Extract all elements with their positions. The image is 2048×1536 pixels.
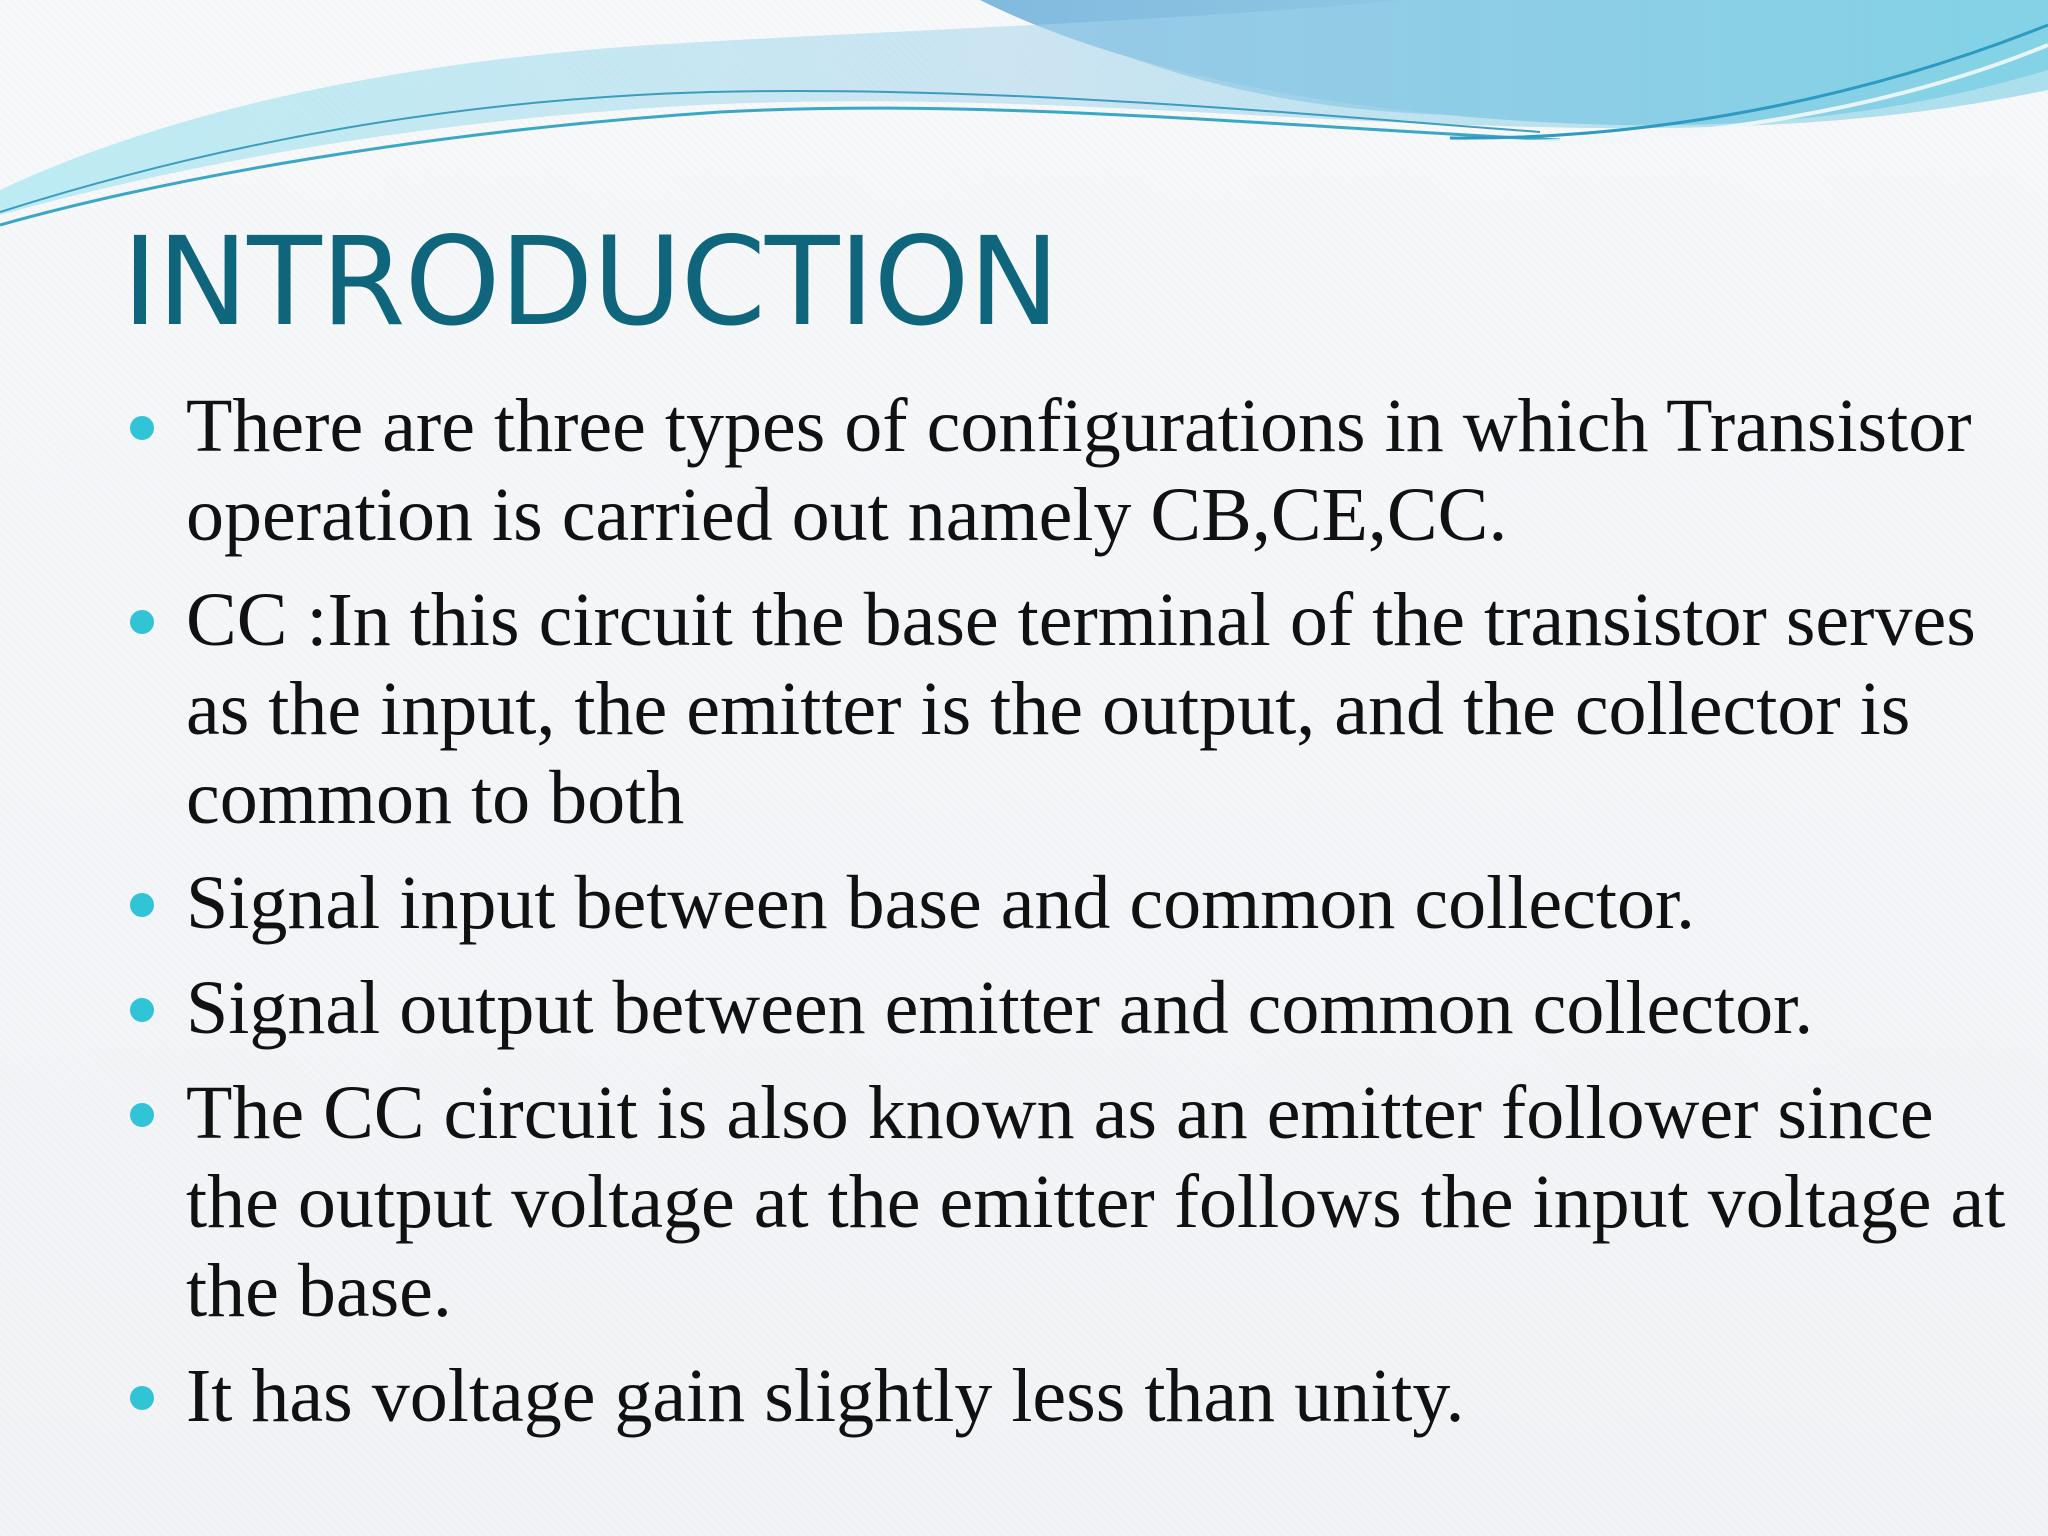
- bullet-text: CC :In this circuit the base terminal of the transistor serves as the input, the emitter is the output, and the collector is common to both: [186, 578, 1976, 840]
- bullet-item: [128, 1069, 2008, 1336]
- bullet-list: [128, 382, 2008, 1457]
- bullet-dot-icon: [130, 1103, 154, 1127]
- slide-title: INTRODUCTION: [122, 211, 1059, 353]
- bullet-item: [128, 382, 2008, 560]
- bullet-item: [128, 1352, 2008, 1441]
- header-wave-decoration: [0, 0, 2048, 240]
- bullet-text: Signal output between emitter and common collector.: [186, 966, 1814, 1050]
- bullet-text: The CC circuit is also known as an emitter follower since the output voltage at the emitter follows the input voltage at the base.: [186, 1071, 2006, 1333]
- bullet-item: [128, 964, 2008, 1053]
- bullet-text: Signal input between base and common collector.: [186, 861, 1696, 945]
- bullet-text: There are three types of configurations in which Transistor operation is carried out namely CB,CE,CC.: [186, 384, 1972, 557]
- bullet-dot-icon: [130, 998, 154, 1022]
- bullet-dot-icon: [130, 416, 154, 440]
- bullet-dot-icon: [130, 610, 154, 634]
- bullet-item: [128, 576, 2008, 843]
- bullet-text: It has voltage gain slightly less than unity.: [186, 1354, 1465, 1438]
- bullet-dot-icon: [130, 893, 154, 917]
- bullet-dot-icon: [130, 1386, 154, 1410]
- bullet-item: [128, 859, 2008, 948]
